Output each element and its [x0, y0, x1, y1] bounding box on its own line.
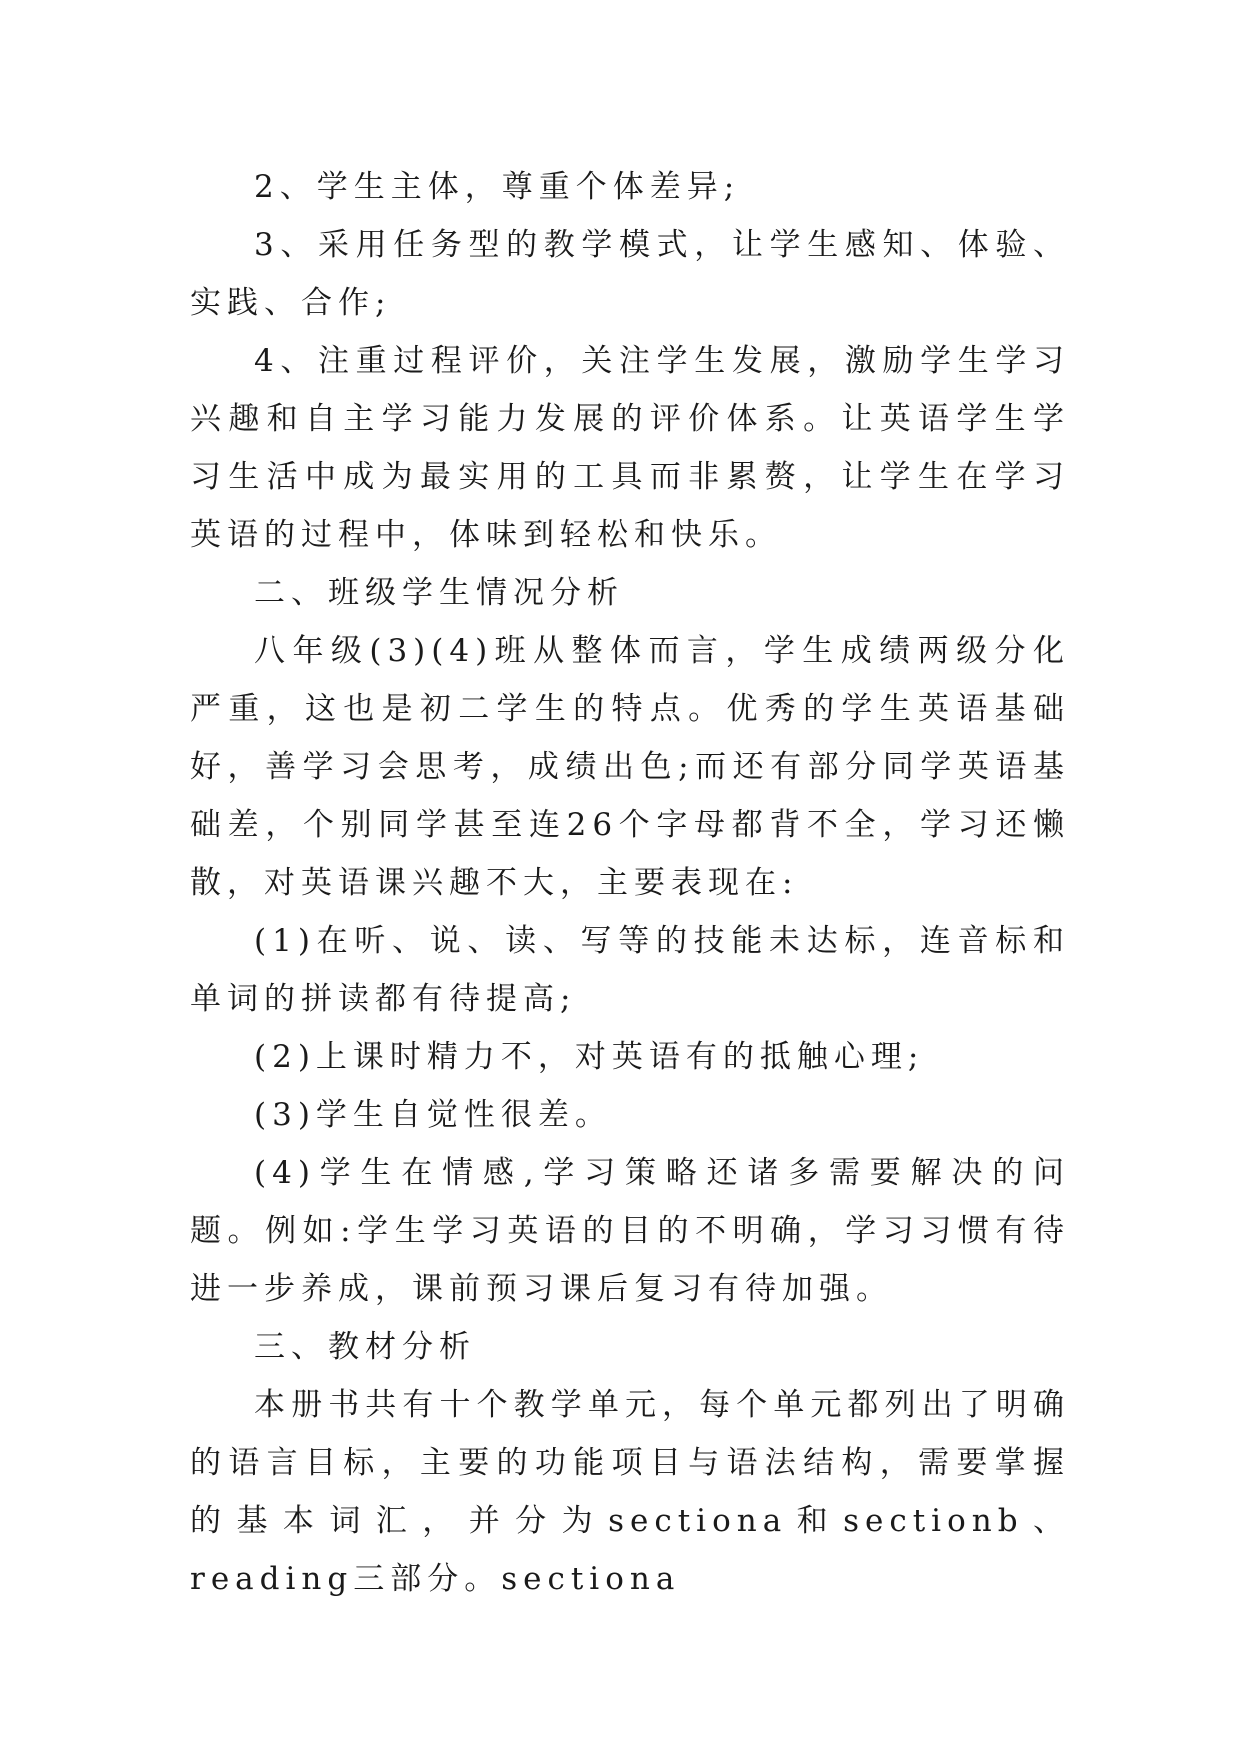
paragraph-student-centered: 2、学生主体，尊重个体差异;: [254, 169, 741, 205]
paragraph-class-overview: 八年级(3)(4)班从整体而言，学生成绩两级分化严重，这也是初二学生的特点。优秀的学生英语基础好，善学习会思考，成绩出色;而还有部分同学英语基础差，个别同学甚至连26个字母都背不全，学习还懒散，对英语课兴趣不大，主要表现在:: [190, 633, 1070, 901]
list-item-emotion-strategy: (4)学生在情感,学习策略还诸多需要解决的问题。例如:学生学习英语的目的不明确，学习习惯有待进一步养成，课前预习课后复习有待加强。: [190, 1155, 1070, 1307]
paragraph-textbook-structure: 本册书共有十个教学单元，每个单元都列出了明确的语言目标，主要的功能项目与语法结构，需要掌握的基本词汇，并分为sectiona和sectionb、reading三部分。sectiona: [190, 1387, 1070, 1597]
document-body: [190, 158, 1070, 1608]
list-item-skills: (1)在听、说、读、写等的技能未达标，连音标和单词的拼读都有待提高;: [190, 923, 1070, 1017]
paragraph-process-evaluation: 4、注重过程评价，关注学生发展，激励学生学习兴趣和自主学习能力发展的评价体系。让英语学生学习生活中成为最实用的工具而非累赘，让学生在学习英语的过程中，体味到轻松和快乐。: [190, 343, 1070, 553]
list-item-self-discipline: (3)学生自觉性很差。: [254, 1097, 612, 1133]
section-heading-textbook-analysis: 三、教材分析: [254, 1329, 476, 1365]
list-item-attention: (2)上课时精力不，对英语有的抵触心理;: [254, 1039, 925, 1075]
paragraph-task-based-teaching: 3、采用任务型的教学模式，让学生感知、体验、实践、合作;: [190, 227, 1070, 321]
section-heading-class-analysis: 二、班级学生情况分析: [254, 575, 624, 611]
